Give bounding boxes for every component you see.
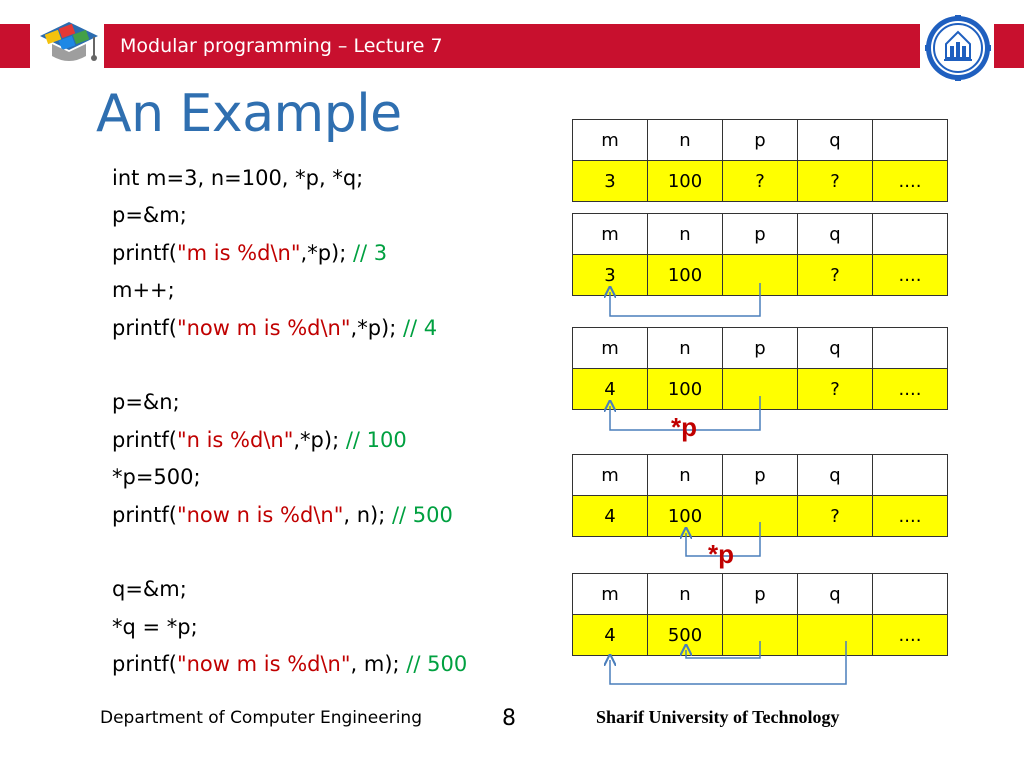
code-line [112, 272, 467, 309]
value-cell-p [723, 496, 798, 537]
header-cell-blank [873, 120, 948, 161]
code-text: , m); [350, 652, 407, 677]
code-text: printf( [112, 315, 177, 340]
value-cell-rest: .... [873, 161, 948, 202]
code-comment: // 500 [391, 502, 453, 527]
header-cell-m: m [573, 328, 648, 369]
header-cell-q: q [798, 574, 873, 615]
value-cell-q: ? [798, 161, 873, 202]
value-cell-rest: .... [873, 255, 948, 296]
header-cell-m: m [573, 214, 648, 255]
value-cell-rest: .... [873, 496, 948, 537]
code-line [112, 235, 467, 272]
slide-title: An Example [96, 84, 402, 144]
header-cell-n: n [648, 120, 723, 161]
deref-p-label: *p [708, 539, 734, 569]
code-text: p=&m; [112, 203, 187, 228]
deref-p-label: *p [671, 412, 697, 442]
code-comment: // 500 [406, 652, 468, 677]
code-comment: // 3 [352, 240, 388, 265]
code-line [112, 310, 467, 347]
memory-table [572, 454, 948, 537]
value-cell-rest: .... [873, 615, 948, 656]
header-cell-p: p [723, 214, 798, 255]
value-cell-m: 3 [573, 161, 648, 202]
code-string: "m is %d\n" [176, 240, 301, 265]
footer-university: Sharif University of Technology [596, 707, 840, 727]
code-string: "now m is %d\n" [176, 652, 351, 677]
header-cell-q: q [798, 214, 873, 255]
code-text: , n); [343, 502, 392, 527]
code-line [112, 197, 467, 234]
header-cell-blank [873, 455, 948, 496]
value-cell-p [723, 255, 798, 296]
value-cell-q [798, 615, 873, 656]
code-blank-line [112, 347, 467, 384]
code-line [112, 646, 467, 683]
code-line [112, 571, 467, 608]
header-cell-blank [873, 214, 948, 255]
header-cell-n: n [648, 455, 723, 496]
value-cell-n: 500 [648, 615, 723, 656]
code-line [112, 497, 467, 534]
value-cell-n: 100 [648, 161, 723, 202]
code-text: printf( [112, 240, 177, 265]
memory-table [572, 573, 948, 656]
header-cell-n: n [648, 214, 723, 255]
value-cell-m: 4 [573, 496, 648, 537]
code-text: ,*p); [300, 240, 353, 265]
code-line [112, 459, 467, 496]
value-cell-q: ? [798, 496, 873, 537]
header-cell-m: m [573, 455, 648, 496]
header-cell-n: n [648, 328, 723, 369]
code-text: printf( [112, 652, 177, 677]
code-text: q=&m; [112, 577, 187, 602]
value-cell-n: 100 [648, 496, 723, 537]
code-text: int m=3, n=100, *p, *q; [112, 166, 364, 190]
code-text: p=&n; [112, 390, 180, 415]
code-text: *p=500; [112, 465, 201, 490]
header-cell-blank [873, 328, 948, 369]
value-cell-p [723, 369, 798, 410]
value-cell-p: ? [723, 161, 798, 202]
header-cell-p: p [723, 574, 798, 615]
code-text: printf( [112, 502, 177, 527]
footer-department: Department of Computer Engineering [100, 708, 422, 728]
sharif-university-seal-icon [924, 14, 992, 82]
page-number: 8 [502, 706, 516, 731]
code-line [112, 384, 467, 421]
code-text: printf( [112, 427, 177, 452]
code-text: m++; [112, 278, 175, 303]
value-cell-m: 3 [573, 255, 648, 296]
code-text: *q = *p; [112, 614, 198, 639]
header-cell-m: m [573, 120, 648, 161]
header-cell-p: p [723, 328, 798, 369]
code-string: "now n is %d\n" [176, 502, 344, 527]
code-comment: // 100 [345, 427, 407, 452]
header-cell-blank [873, 574, 948, 615]
value-cell-q: ? [798, 255, 873, 296]
code-line [112, 160, 467, 197]
header-cell-p: p [723, 120, 798, 161]
memory-table [572, 119, 948, 202]
code-line [112, 422, 467, 459]
value-cell-rest: .... [873, 369, 948, 410]
value-cell-m: 4 [573, 369, 648, 410]
code-comment: // 4 [402, 315, 438, 340]
memory-table [572, 327, 948, 410]
code-string: "n is %d\n" [176, 427, 294, 452]
memory-table [572, 213, 948, 296]
header-cell-p: p [723, 455, 798, 496]
graduation-cap-puzzle-icon [36, 16, 102, 72]
code-string: "now m is %d\n" [176, 315, 351, 340]
header-cell-m: m [573, 574, 648, 615]
header-cell-q: q [798, 120, 873, 161]
code-text: ,*p); [293, 427, 346, 452]
value-cell-p [723, 615, 798, 656]
code-line [112, 609, 467, 646]
value-cell-n: 100 [648, 255, 723, 296]
lecture-title: Modular programming – Lecture 7 [120, 35, 443, 57]
value-cell-q: ? [798, 369, 873, 410]
value-cell-m: 4 [573, 615, 648, 656]
header-cell-q: q [798, 328, 873, 369]
header-cell-n: n [648, 574, 723, 615]
code-blank-line [112, 534, 467, 571]
value-cell-n: 100 [648, 369, 723, 410]
code-text: ,*p); [350, 315, 403, 340]
header-cell-q: q [798, 455, 873, 496]
code-block [112, 160, 467, 683]
